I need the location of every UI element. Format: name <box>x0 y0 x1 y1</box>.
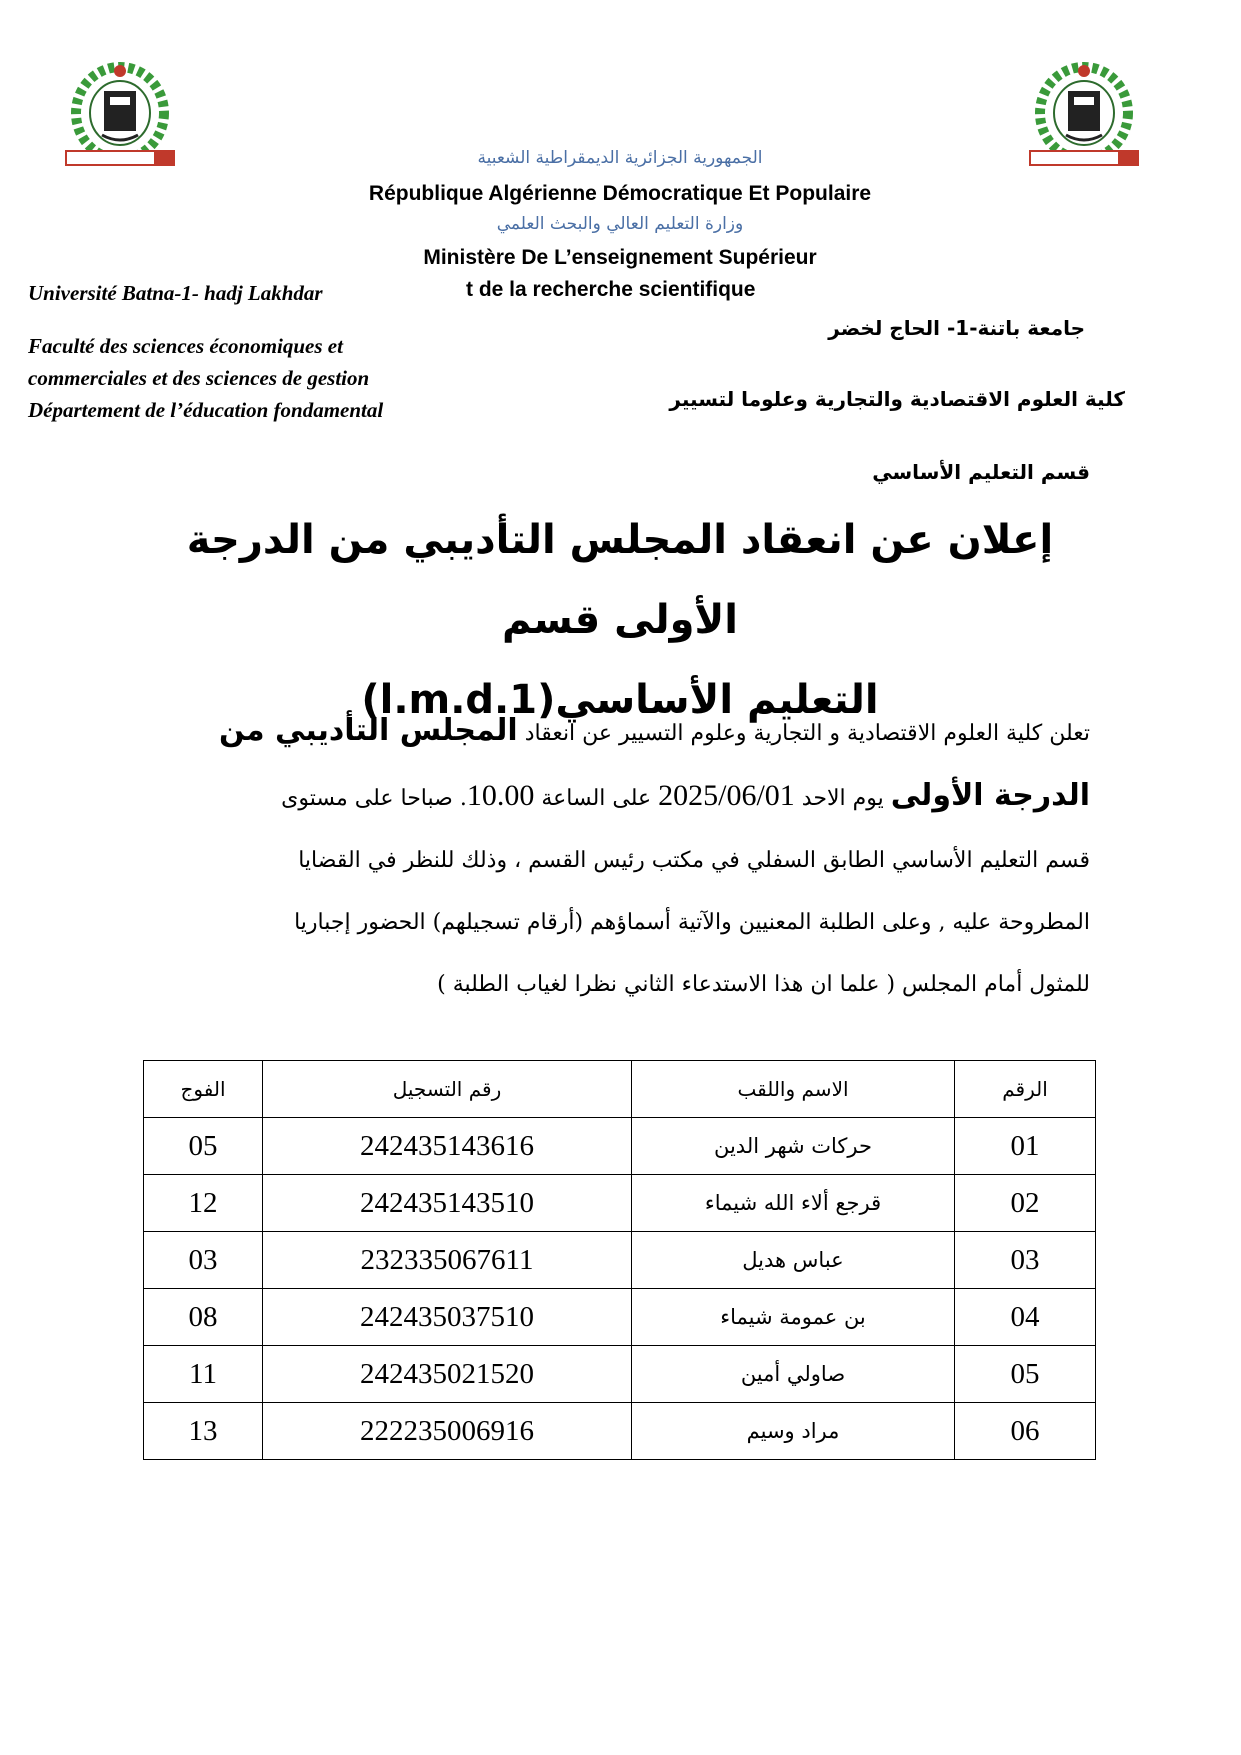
faculty-fr-1: Faculté des sciences économiques et <box>28 334 343 358</box>
announcement-line-5: للمثول أمام المجلس ( علما ان هذا الاستدعاء الثاني نظرا لغياب الطلبة ) <box>437 972 1090 997</box>
announcement-l2-a: الدرجة الأولى <box>890 778 1090 813</box>
announcement-time: 10.00 <box>466 779 535 812</box>
table-row <box>144 1289 1096 1346</box>
university-fr: Université Batna-1- hadj Lakhdar <box>28 281 323 305</box>
cell-num: 06 <box>955 1403 1096 1460</box>
table-row <box>144 1403 1096 1460</box>
cell-name: مراد وسيم <box>632 1403 955 1460</box>
cell-reg: 232335067611 <box>263 1232 632 1289</box>
republic-ar: الجمهورية الجزائرية الديمقراطية الشعبية <box>477 148 763 168</box>
announcement-line-1 <box>180 700 1090 765</box>
header-num: الرقم <box>955 1061 1096 1118</box>
cell-name: بن عمومة شيماء <box>632 1289 955 1346</box>
university-logo-left <box>58 55 182 179</box>
cell-group: 08 <box>144 1289 263 1346</box>
university-logo-right <box>1022 55 1146 179</box>
ministry-ar: وزارة التعليم العالي والبحث العلمي <box>496 214 744 234</box>
table-header-row <box>144 1061 1096 1118</box>
announcement-date: 2025/06/01 <box>658 779 795 812</box>
cell-name: قرجع ألاء الله شيماء <box>632 1175 955 1232</box>
faculty-fr-2: commerciales et des sciences de gestion <box>28 366 370 390</box>
table-row <box>144 1346 1096 1403</box>
announcement-l2-c: على الساعة <box>534 786 659 811</box>
cell-num: 05 <box>955 1346 1096 1403</box>
announcement-line-3: قسم التعليم الأساسي الطابق السفلي في مكتب رئيس القسم ، وذلك للنظر في القضايا <box>298 848 1090 873</box>
cell-group: 05 <box>144 1118 263 1175</box>
title-line-1: إعلان عن انعقاد المجلس التأديبي من الدرجة الأولى قسم <box>186 517 1054 643</box>
table-row <box>144 1118 1096 1175</box>
announcement-text <box>180 700 1090 1016</box>
cell-reg: 222235006916 <box>263 1403 632 1460</box>
cell-num: 02 <box>955 1175 1096 1232</box>
header-name: الاسم واللقب <box>632 1061 955 1118</box>
title-line-2: التعليم الأساسي(l.m.d.1) <box>361 677 879 723</box>
cell-num: 03 <box>955 1232 1096 1289</box>
faculty-ar: كلية العلوم الاقتصادية والتجارية وعلوما لتسيير <box>669 387 1125 411</box>
cell-name: صاولي أمين <box>632 1346 955 1403</box>
announcement-l2-d: . صباحا على مستوى <box>281 786 467 811</box>
university-ar: جامعة باتنة-1- الحاج لخضر <box>828 316 1085 340</box>
cell-name: عباس هديل <box>632 1232 955 1289</box>
announcement-l2-b: يوم الاحد <box>794 786 891 811</box>
table-row <box>144 1175 1096 1232</box>
ministry-fr-2: t de la recherche scientifique <box>466 278 756 301</box>
department-ar: قسم التعليم الأساسي <box>872 460 1090 484</box>
cell-reg: 242435037510 <box>263 1289 632 1346</box>
announcement-line-2 <box>180 765 1090 830</box>
cell-group: 11 <box>144 1346 263 1403</box>
announcement-l1-a: تعلن كلية العلوم الاقتصادية و التجارية وعلوم التسيير عن انعقاد <box>517 721 1090 746</box>
header-group: الفوج <box>144 1061 263 1118</box>
department-fr: Département de l’éducation fondamental <box>28 398 384 422</box>
cell-group: 12 <box>144 1175 263 1232</box>
cell-reg: 242435143510 <box>263 1175 632 1232</box>
cell-group: 03 <box>144 1232 263 1289</box>
cell-num: 04 <box>955 1289 1096 1346</box>
cell-group: 13 <box>144 1403 263 1460</box>
students-table <box>143 1060 1096 1460</box>
cell-name: حركات شهر الدين <box>632 1118 955 1175</box>
ministry-fr-1: Ministère De L’enseignement Supérieur <box>423 246 817 269</box>
announcement-line-4: المطروحة عليه , وعلى الطلبة المعنيين والآتية أسماؤهم (أرقام تسجيلهم) الحضور إجباريا <box>294 910 1090 935</box>
header-reg: رقم التسجيل <box>263 1061 632 1118</box>
cell-reg: 242435021520 <box>263 1346 632 1403</box>
republic-fr: République Algérienne Démocratique Et Populaire <box>368 182 872 205</box>
table-row <box>144 1232 1096 1289</box>
announcement-l1-b: المجلس التأديبي من <box>218 713 518 748</box>
cell-reg: 242435143616 <box>263 1118 632 1175</box>
cell-num: 01 <box>955 1118 1096 1175</box>
